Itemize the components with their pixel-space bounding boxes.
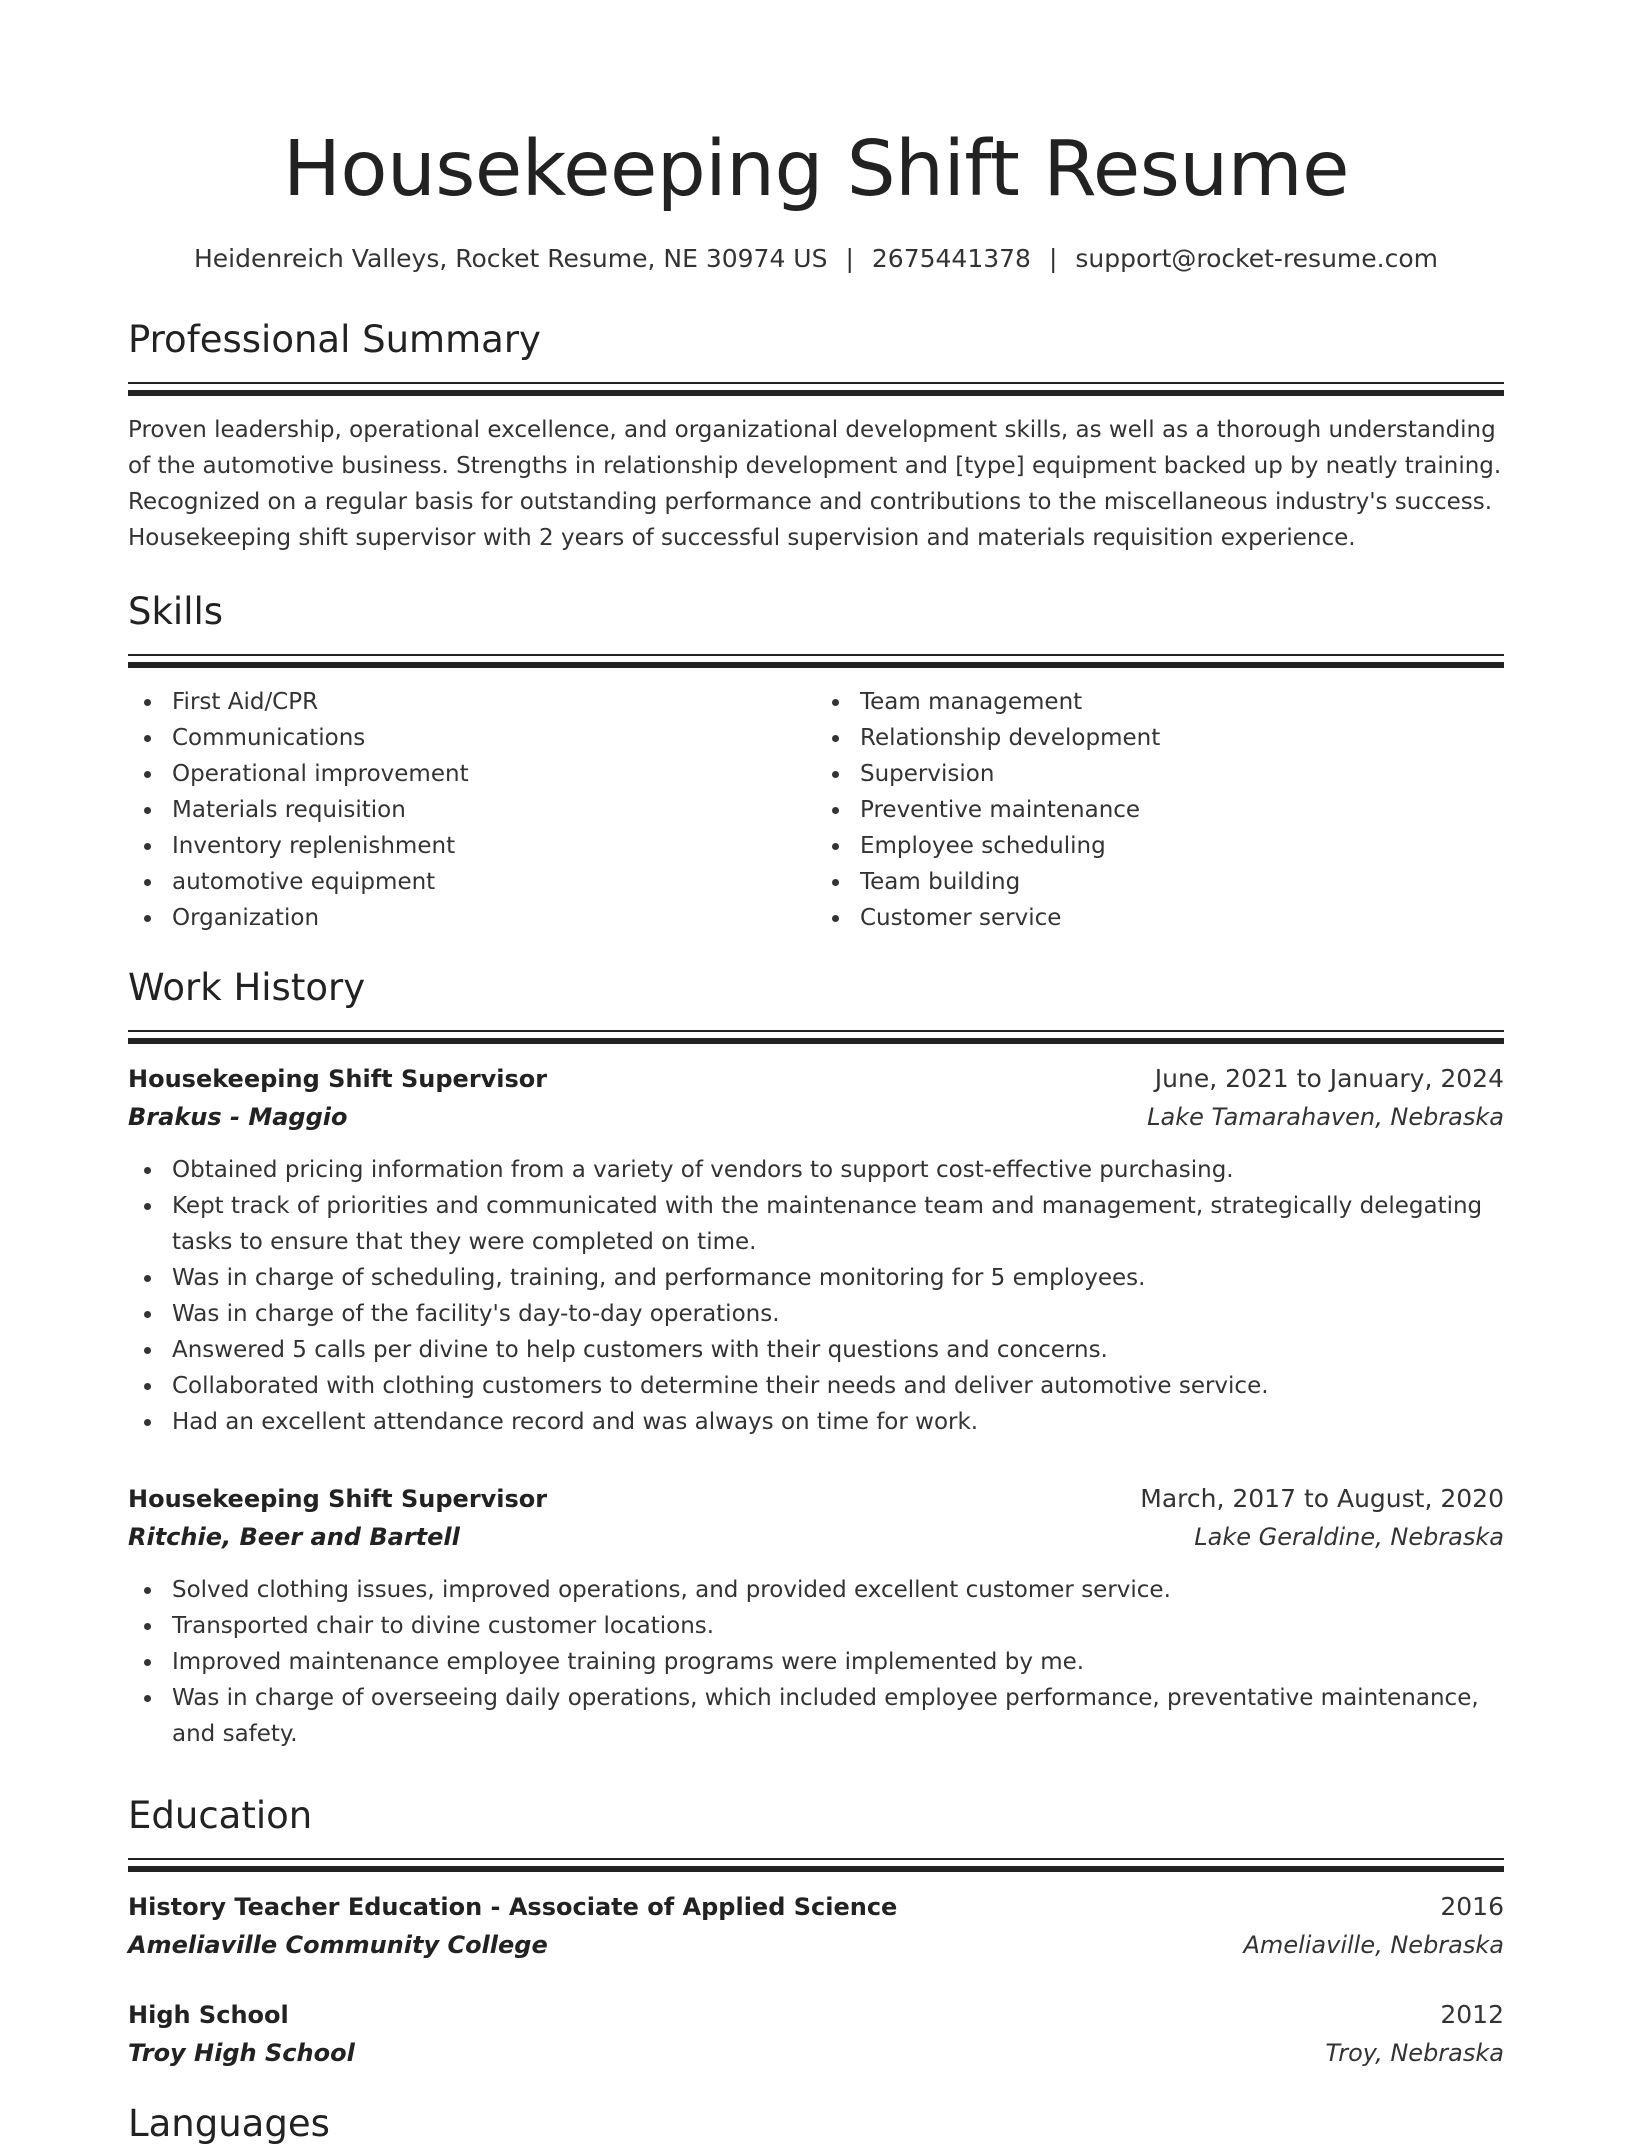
- job-company: Brakus - Maggio: [128, 1103, 348, 1131]
- section-divider: [128, 662, 1504, 668]
- education-degree: High School: [128, 2001, 289, 2029]
- resume-title: Housekeeping Shift Resume: [282, 125, 1350, 214]
- job-bullet: Improved maintenance employee training programs were implemented by me.: [128, 1644, 1504, 1680]
- skill-item: Team management: [816, 684, 1504, 720]
- skill-item: Organization: [128, 900, 816, 936]
- contact-address: Heidenreich Valleys, Rocket Resume, NE 30974 US: [193, 244, 828, 273]
- job-company: Ritchie, Beer and Bartell: [128, 1523, 460, 1551]
- section-title-summary: Professional Summary: [128, 318, 541, 361]
- education-school-row: [128, 2034, 1504, 2072]
- job-header-row: [128, 1060, 1504, 1098]
- contact-line: [128, 242, 1504, 276]
- education-entry: [128, 1996, 1504, 2072]
- section-divider: [128, 390, 1504, 396]
- work-history-section: [128, 964, 1504, 1752]
- contact-phone: 2675441378: [871, 244, 1031, 273]
- section-divider: [128, 654, 1504, 656]
- skills-section: [128, 588, 1504, 936]
- job-location: Lake Tamarahaven, Nebraska: [1147, 1103, 1504, 1131]
- education-entry: [128, 1888, 1504, 1964]
- job-bullet: Was in charge of scheduling, training, and performance monitoring for 5 employees.: [128, 1260, 1504, 1296]
- education-year: 2012: [1440, 2000, 1504, 2029]
- job-bullet: Collaborated with clothing customers to determine their needs and deliver automotive service.: [128, 1368, 1504, 1404]
- section-divider: [128, 1030, 1504, 1032]
- spacer: [128, 1556, 1504, 1572]
- education-header-row: [128, 1888, 1504, 1926]
- skill-item: Employee scheduling: [816, 828, 1504, 864]
- summary-text: Proven leadership, operational excellence, and organizational development skills, as well as a thorough understanding of the automotive business. Strengths in relationship development and [type] equipment backed up by neatly training. Recognized on a regular basis for outstanding performance and contributions to the miscellaneous industry's success. Housekeeping shift supervisor with 2 years of successful supervision and materials requisition experience.: [128, 417, 1502, 551]
- section-title-skills: Skills: [128, 590, 224, 633]
- job-entry: [128, 1480, 1504, 1752]
- skills-list: [128, 684, 1504, 936]
- job-header-row: [128, 1480, 1504, 1518]
- education-school: Troy High School: [128, 2039, 355, 2067]
- job-dates: June, 2021 to January, 2024: [1154, 1064, 1504, 1093]
- education-school: Ameliaville Community College: [128, 1931, 548, 1959]
- education-school-row: [128, 1926, 1504, 1964]
- education-header-row: [128, 1996, 1504, 2034]
- section-divider: [128, 382, 1504, 384]
- education-degree: History Teacher Education - Associate of Applied Science: [128, 1893, 898, 1921]
- section-title-languages: Languages: [128, 2102, 330, 2145]
- job-entry: [128, 1060, 1504, 1440]
- education-year: 2016: [1440, 1892, 1504, 1921]
- skill-item: Preventive maintenance: [816, 792, 1504, 828]
- job-title: Housekeeping Shift Supervisor: [128, 1065, 548, 1093]
- job-location: Lake Geraldine, Nebraska: [1194, 1523, 1504, 1551]
- section-title-education: Education: [128, 1794, 313, 1837]
- skills-column-right: [816, 684, 1504, 936]
- job-bullet: Was in charge of overseeing daily operations, which included employee performance, preventative maintenance, and safety.: [128, 1680, 1504, 1752]
- job-bullet: Transported chair to divine customer locations.: [128, 1608, 1504, 1644]
- job-bullet: Kept track of priorities and communicated with the maintenance team and management, strategically delegating tasks to ensure that they were completed on time.: [128, 1188, 1504, 1260]
- section-title-work-history: Work History: [128, 966, 366, 1009]
- skill-item: automotive equipment: [128, 864, 816, 900]
- section-divider: [128, 1038, 1504, 1044]
- skills-column-left: [128, 684, 816, 936]
- skill-item: Operational improvement: [128, 756, 816, 792]
- job-company-row: [128, 1098, 1504, 1136]
- skill-item: First Aid/CPR: [128, 684, 816, 720]
- contact-email: support@rocket-resume.com: [1075, 244, 1439, 273]
- contact-separator: |: [1048, 244, 1058, 273]
- section-divider: [128, 1866, 1504, 1872]
- job-bullet: Had an excellent attendance record and was always on time for work.: [128, 1404, 1504, 1440]
- skill-item: Supervision: [816, 756, 1504, 792]
- education-location: Ameliaville, Nebraska: [1243, 1931, 1504, 1959]
- spacer: [128, 1136, 1504, 1152]
- job-bullets: [128, 1152, 1504, 1440]
- skill-item: Relationship development: [816, 720, 1504, 756]
- skill-item: Materials requisition: [128, 792, 816, 828]
- job-bullet: Answered 5 calls per divine to help customers with their questions and concerns.: [128, 1332, 1504, 1368]
- skill-item: Communications: [128, 720, 816, 756]
- section-divider: [128, 1858, 1504, 1860]
- job-bullet: Was in charge of the facility's day-to-day operations.: [128, 1296, 1504, 1332]
- job-company-row: [128, 1518, 1504, 1556]
- skill-item: Team building: [816, 864, 1504, 900]
- contact-separator: |: [845, 244, 854, 273]
- job-bullet: Obtained pricing information from a variety of vendors to support cost-effective purchasing.: [128, 1152, 1504, 1188]
- education-section: [128, 1792, 1504, 2072]
- summary-section: [128, 316, 1504, 556]
- education-location: Troy, Nebraska: [1325, 2039, 1504, 2067]
- skill-item: Customer service: [816, 900, 1504, 936]
- skill-item: Inventory replenishment: [128, 828, 816, 864]
- job-dates: March, 2017 to August, 2020: [1140, 1484, 1504, 1513]
- languages-section: [128, 2100, 1504, 2148]
- job-bullets: [128, 1572, 1504, 1752]
- job-title: Housekeeping Shift Supervisor: [128, 1485, 548, 1513]
- job-bullet: Solved clothing issues, improved operations, and provided excellent customer service.: [128, 1572, 1504, 1608]
